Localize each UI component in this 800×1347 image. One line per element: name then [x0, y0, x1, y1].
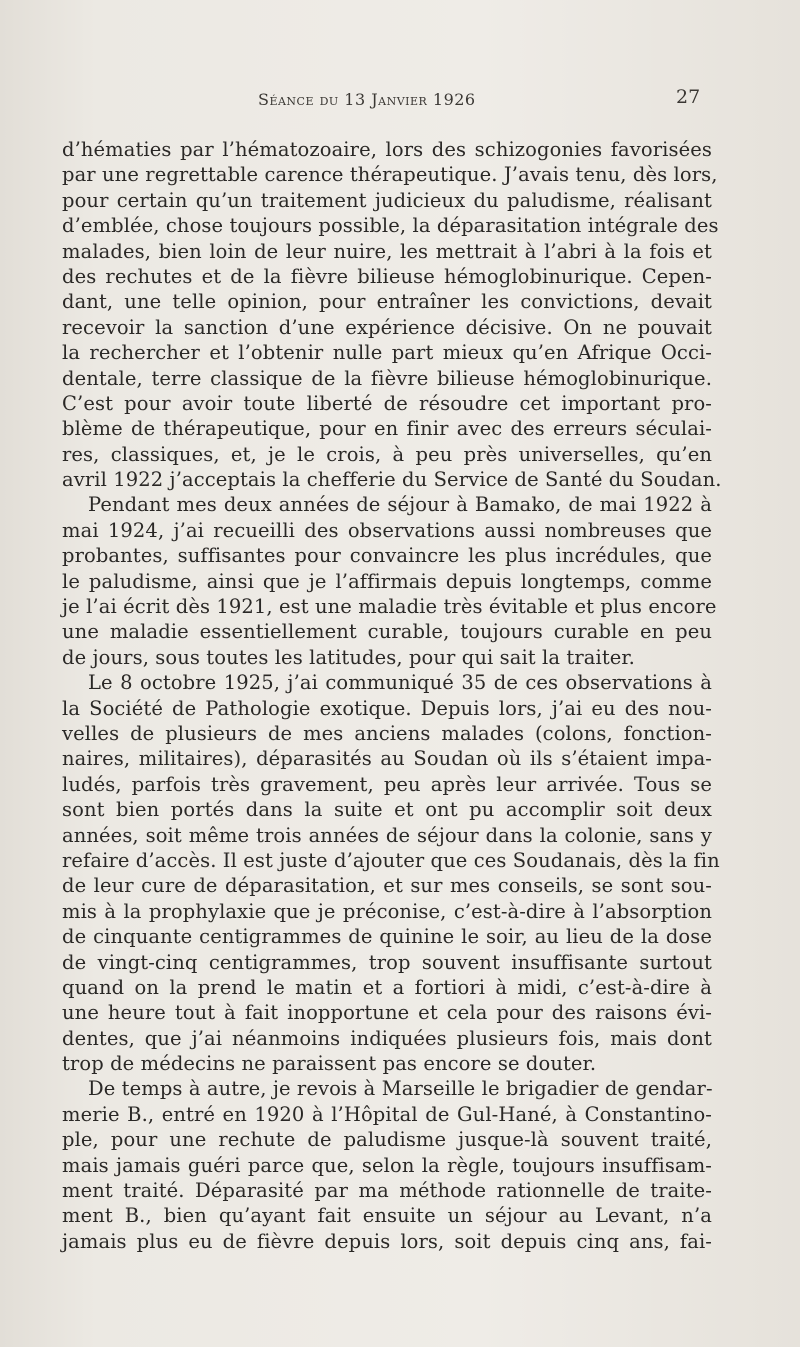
- text-line: jamais plus eu de fièvre depuis lors, soit depuis cinq ans, fai-: [62, 1229, 712, 1253]
- text-line: Le 8 octobre 1925, j’ai communiqué 35 de ces observations à: [88, 671, 712, 695]
- text-line: le paludisme, ainsi que je l’affirmais depuis longtemps, comme: [62, 569, 712, 593]
- text-line: de cinquante centigrammes de quinine le soir, au lieu de la dose: [62, 925, 712, 949]
- body-text: [62, 137, 722, 1254]
- text-line: dentes, que j’ai néanmoins indiquées plusieurs fois, mais dont: [62, 1026, 712, 1050]
- text-line: mai 1924, j’ai recueilli des observations aussi nombreuses que: [62, 518, 712, 542]
- text-line: dentale, terre classique de la fièvre bilieuse hémoglobinurique.: [62, 366, 712, 390]
- text-line: malades, bien loin de leur nuire, les mettrait à l’abri à la fois et: [62, 239, 712, 263]
- page-number: 27: [676, 86, 701, 108]
- text-line: de leur cure de déparasitation, et sur mes conseils, se sont sou-: [62, 874, 712, 898]
- text-line: probantes, suffisantes pour convaincre les plus incrédules, que: [62, 544, 712, 568]
- text-line: je l’ai écrit dès 1921, est une maladie très évitable et plus encore: [62, 595, 717, 619]
- text-line: par une regrettable carence thérapeutique. J’avais tenu, dès lors,: [62, 163, 718, 187]
- text-line: ludés, parfois très gravement, peu après leur arrivée. Tous se: [62, 772, 712, 796]
- text-line: une heure tout à fait inopportune et cela pour des raisons évi-: [62, 1001, 712, 1025]
- text-line: ment B., bien qu’ayant fait ensuite un séjour au Levant, n’a: [62, 1204, 712, 1228]
- text-line: années, soit même trois années de séjour dans la colonie, sans y: [62, 823, 712, 847]
- text-line: C’est pour avoir toute liberté de résoudre cet important pro-: [62, 391, 712, 415]
- text-line: velles de plusieurs de mes anciens malades (colons, fonction-: [62, 721, 712, 745]
- text-line: recevoir la sanction d’une expérience décisive. On ne pouvait: [62, 315, 712, 339]
- text-line: de jours, sous toutes les latitudes, pour qui sait la traiter.: [62, 645, 635, 669]
- text-line: d’hématies par l’hématozoaire, lors des schizogonies favorisées: [62, 138, 712, 161]
- page-header: [0, 86, 800, 116]
- text-line: res, classiques, et, je le crois, à peu près universelles, qu’en: [62, 442, 712, 466]
- text-line: naires, militaires), déparasités au Soudan où ils s’étaient impa-: [62, 747, 712, 771]
- running-title: Séance du 13 Janvier 1926: [258, 90, 476, 109]
- text-line: sont bien portés dans la suite et ont pu accomplir soit deux: [62, 798, 712, 822]
- text-line: la rechercher et l’obtenir nulle part mieux qu’en Afrique Occi-: [62, 341, 712, 365]
- text-line: avril 1922 j’acceptais la chefferie du Service de Santé du Soudan.: [62, 468, 722, 492]
- text-line: Pendant mes deux années de séjour à Bamako, de mai 1922 à: [88, 493, 712, 517]
- text-line: de vingt-cinq centigrammes, trop souvent insuffisante surtout: [62, 950, 712, 974]
- text-line: De temps à autre, je revois à Marseille le brigadier de gendar-: [88, 1077, 713, 1101]
- text-line: d’emblée, chose toujours possible, la déparasitation intégrale des: [62, 214, 719, 238]
- text-line: une maladie essentiellement curable, toujours curable en peu: [62, 620, 712, 644]
- text-line: refaire d’accès. Il est juste d’ajouter que ces Soudanais, dès la fin: [62, 848, 720, 872]
- text-line: pour certain qu’un traitement judicieux du paludisme, réalisant: [62, 188, 712, 212]
- text-line: merie B., entré en 1920 à l’Hôpital de Gul-Hané, à Constantino-: [62, 1102, 712, 1126]
- text-line: quand on la prend le matin et a fortiori à midi, c’est-à-dire à: [62, 975, 712, 999]
- text-line: mis à la prophylaxie que je préconise, c’est-à-dire à l’absorption: [62, 899, 712, 923]
- text-line: trop de médecins ne paraissent pas encore se douter.: [62, 1052, 597, 1076]
- text-line: blème de thérapeutique, pour en finir avec des erreurs séculai-: [62, 417, 712, 441]
- text-line: dant, une telle opinion, pour entraîner les convictions, devait: [62, 290, 712, 314]
- text-line: ple, pour une rechute de paludisme jusque-là souvent traité,: [62, 1128, 712, 1152]
- text-line: la Société de Pathologie exotique. Depuis lors, j’ai eu des nou-: [62, 696, 712, 720]
- text-line: mais jamais guéri parce que, selon la règle, toujours insuffisam-: [62, 1153, 712, 1177]
- text-line: ment traité. Déparasité par ma méthode rationnelle de traite-: [62, 1179, 712, 1203]
- text-line: des rechutes et de la fièvre bilieuse hémoglobinurique. Cepen-: [62, 264, 712, 288]
